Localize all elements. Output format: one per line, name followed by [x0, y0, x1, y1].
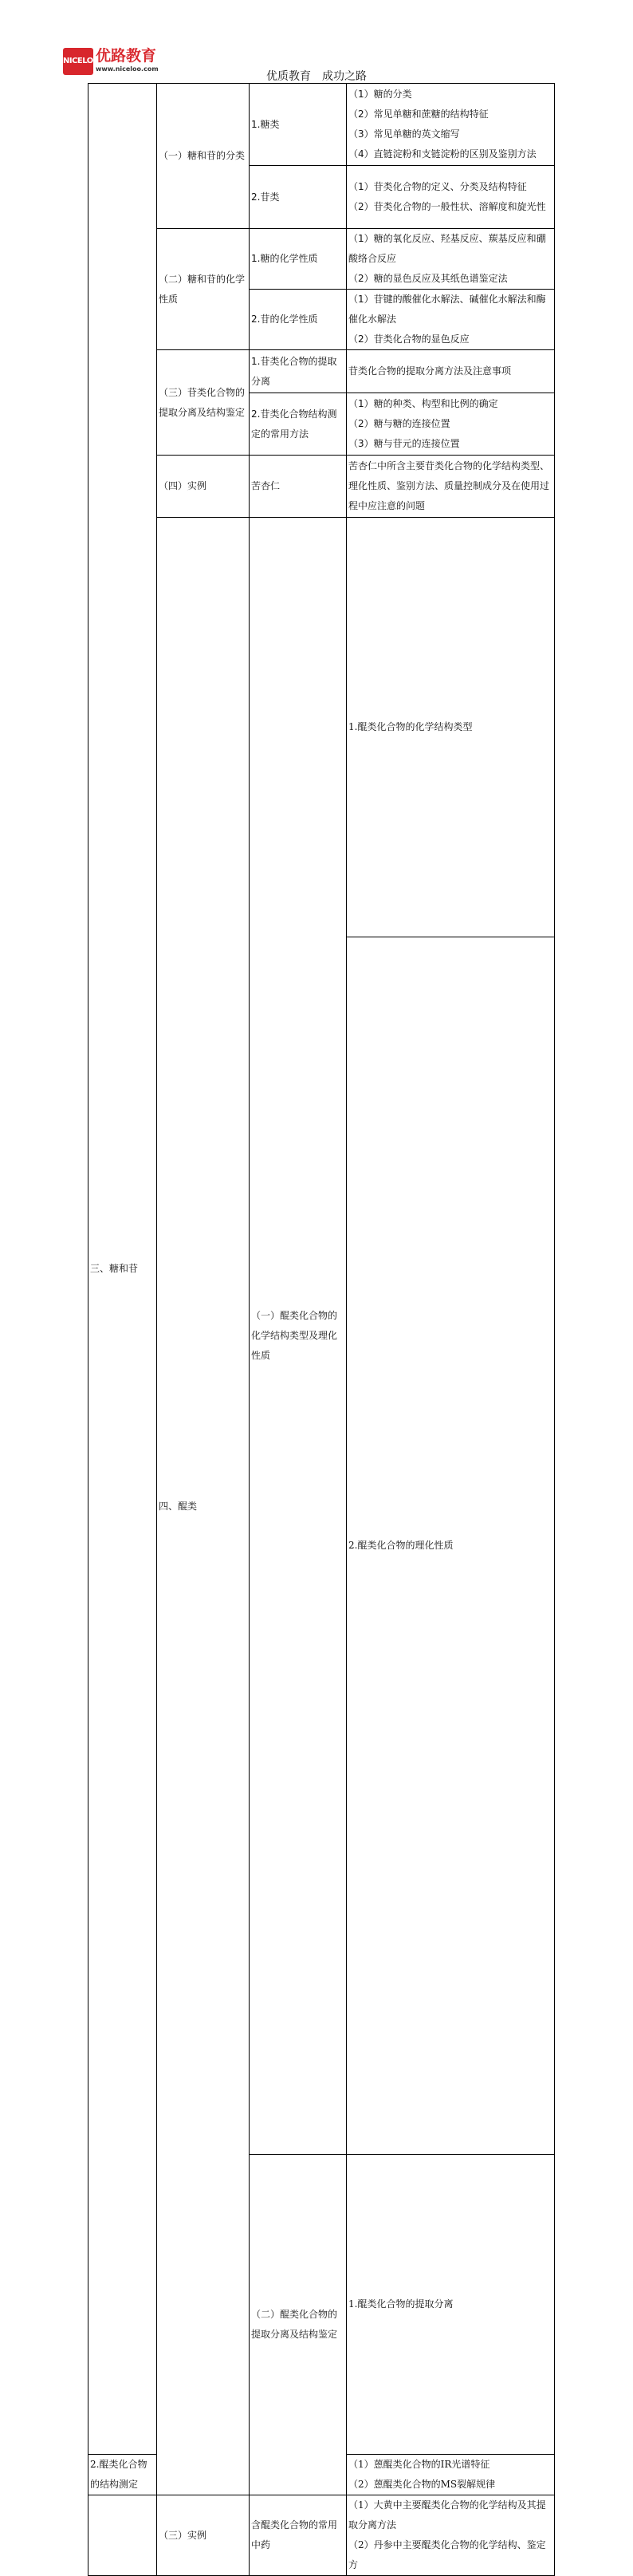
logo-badge: NICELOO	[63, 48, 93, 75]
points-cell	[347, 2455, 555, 2495]
item-cell: 1.糖的化学性质	[250, 229, 347, 290]
page-header-title: 优质教育 成功之路	[266, 70, 367, 83]
points-cell	[347, 350, 555, 393]
point-line: （2）丹参中主要醌类化合物的化学结构、鉴定方	[348, 2539, 546, 2570]
table-row	[88, 518, 555, 937]
item-cell: 1.苷类化合物的提取分离	[250, 350, 347, 393]
item-cell: 1.糖类	[250, 84, 347, 166]
point-line: （1）糖的分类	[348, 89, 412, 100]
points-cell: 苦杏仁中所含主要苷类化合物的化学结构类型、理化性质、鉴别方法、质量控制成分及在使用过程中应注意的问题	[347, 456, 555, 518]
points-cell	[347, 166, 555, 229]
item-cell: 含醌类化合物的常用中药	[250, 2495, 347, 2576]
point-line: （1）苷类化合物的定义、分类及结构特征	[348, 181, 527, 192]
point-line: （1）苷键的酸催化水解法、碱催化水解法和酶催化水解法	[348, 294, 546, 325]
points-cell	[347, 2495, 555, 2576]
section-label: 三、糖和苷	[88, 84, 157, 2455]
point-line: （2）糖的显色反应及其纸色谱鉴定法	[348, 273, 508, 284]
item-cell: 1.醌类化合物的化学结构类型	[347, 518, 555, 937]
item-cell: 苦杏仁	[250, 456, 347, 518]
group-title: （四）实例	[157, 456, 250, 518]
item-cell: 2.醌类化合物的理化性质	[347, 937, 555, 2155]
group-title: （三）苷类化合物的提取分离及结构鉴定	[157, 350, 250, 456]
item-cell: 2.醌类化合物的结构测定	[88, 2455, 157, 2495]
point-line: （3）常见单糖的英文缩写	[348, 128, 460, 140]
item-cell: 2.苷类	[250, 166, 347, 229]
points-cell	[347, 290, 555, 350]
point-line: （1）糖的氧化反应、羟基反应、羰基反应和硼酸络合反应	[348, 233, 546, 264]
group-title: （一）糖和苷的分类	[157, 84, 250, 229]
table-row	[88, 84, 555, 166]
points-cell	[347, 229, 555, 290]
points-cell	[347, 393, 555, 456]
points-cell	[347, 84, 555, 166]
section-label: 四、醌类	[157, 518, 250, 2495]
point-line: （2）常见单糖和蔗糖的结构特征	[348, 108, 489, 120]
point-line: （1）蒽醌类化合物的IR光谱特征	[348, 2459, 490, 2470]
point-line: 苷类化合物的提取分离方法及注意事项	[348, 365, 512, 377]
point-line: （2）蒽醌类化合物的MS裂解规律	[348, 2479, 496, 2490]
point-line: （2）苷类化合物的显色反应	[348, 333, 470, 345]
point-line: （4）直链淀粉和支链淀粉的区别及鉴别方法	[348, 148, 537, 160]
item-cell: 2.苷类化合物结构测定的常用方法	[250, 393, 347, 456]
logo-name: 优路教育	[96, 47, 157, 65]
logo-url: www.niceloo.com	[96, 65, 159, 73]
item-cell: 1.醌类化合物的提取分离	[347, 2155, 555, 2455]
point-line: （1）糖的种类、构型和比例的确定	[348, 398, 498, 409]
table-row	[88, 350, 555, 393]
point-line: （3）糖与苷元的连接位置	[348, 438, 460, 449]
item-cell: 2.苷的化学性质	[250, 290, 347, 350]
point-line: （1）大黄中主要醌类化合物的化学结构及其提取分离方法	[348, 2499, 546, 2531]
section-label-empty	[88, 2495, 157, 2576]
group-title: （二）糖和苷的化学性质	[157, 229, 250, 350]
table-row	[88, 229, 555, 290]
table-row	[88, 456, 555, 518]
group-title: （二）醌类化合物的提取分离及结构鉴定	[250, 2155, 347, 2495]
group-title: （三）实例	[157, 2495, 250, 2576]
syllabus-table	[88, 83, 555, 2576]
point-line: （2）糖与糖的连接位置	[348, 418, 450, 429]
point-line: （2）苷类化合物的一般性状、溶解度和旋光性	[348, 201, 546, 212]
table-row	[88, 2495, 555, 2576]
group-title: （一）醌类化合物的化学结构类型及理化性质	[250, 518, 347, 2155]
